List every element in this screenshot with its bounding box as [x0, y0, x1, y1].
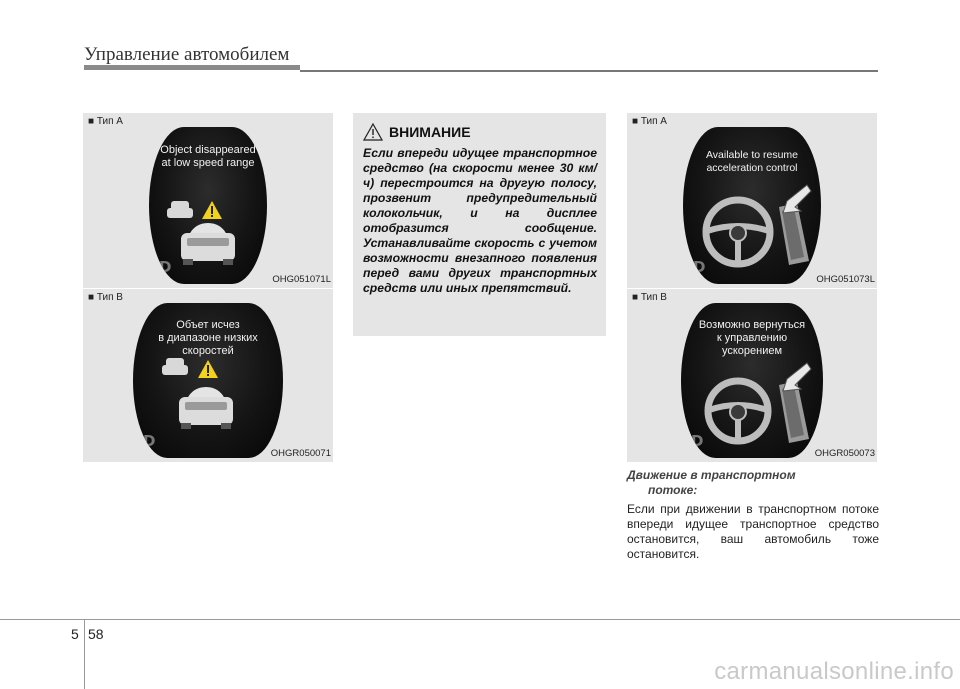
display-message: Available to resume acceleration control: [705, 149, 799, 174]
figure-label: ■ Тип B: [88, 292, 123, 303]
figure-type-a-object-disappeared: [83, 113, 333, 288]
figure-type-b-object-disappeared: [83, 289, 333, 462]
section-title: Движение в транспортном потоке:: [627, 468, 796, 497]
small-car-icon: [162, 358, 188, 375]
steering-wheel-icon: [706, 200, 770, 264]
figure-code: OHGR050073: [814, 448, 875, 459]
display-message: Object disappeared at low speed range: [160, 144, 256, 169]
figure-label: ■ Тип A: [88, 116, 123, 127]
figure-code: OHG051071L: [272, 274, 331, 285]
cluster-display: [683, 127, 821, 284]
warning-title: ВНИМАНИЕ: [389, 124, 471, 140]
warning-header: [363, 123, 597, 141]
small-car-icon: [167, 201, 193, 218]
cluster-display: [681, 303, 823, 458]
chapter-number: 5: [71, 626, 79, 642]
figure-type-a-resume-acceleration: [627, 113, 877, 288]
figure-type-b-resume-acceleration: [627, 289, 877, 462]
warning-box: [353, 113, 606, 336]
gear-indicator: D: [159, 258, 172, 276]
lead-car-icon: [181, 223, 235, 265]
steering-wheel-icon: [708, 381, 768, 441]
display-message: Возможно вернуться к управлению ускорением: [698, 319, 806, 357]
page-number: 58: [88, 626, 104, 642]
lead-car-icon: [179, 387, 233, 429]
footer-rule: [0, 619, 960, 620]
cluster-display: [149, 127, 267, 284]
header-rule: [84, 65, 300, 70]
warning-triangle-icon: [202, 201, 222, 219]
header-rule-thin: [300, 70, 878, 72]
figure-code: OHG051073L: [816, 274, 875, 285]
cluster-display: [133, 303, 283, 458]
warning-triangle-icon: [198, 360, 218, 378]
arrow-icon: [783, 185, 811, 213]
figure-label: ■ Тип A: [632, 116, 667, 127]
figure-code: OHGR050071: [270, 448, 331, 459]
footer-divider: [84, 619, 85, 689]
arrow-icon: [783, 363, 811, 391]
figure-label: ■ Тип B: [632, 292, 667, 303]
warning-icon: [363, 123, 383, 141]
display-message: Объет исчез в диапазоне низких скоростей: [158, 319, 258, 357]
car-scene-icon: [133, 303, 283, 458]
watermark: carmanualsonline.info: [714, 658, 954, 685]
gear-indicator: D: [143, 432, 156, 450]
gear-indicator: D: [691, 432, 704, 450]
gear-indicator: D: [693, 258, 706, 276]
page-header-title: Управление автомобилем: [84, 44, 290, 65]
section-body: Если при движении в транспортном потоке впереди идущее транспортное средство остановится, ваш автомобиль тоже остановится.: [627, 502, 879, 561]
warning-text: Если впереди идущее транспортное средство (на скорости менее 30 км/ч) перестроится на другую полосу, прозвенит предупредительный колокольчик, и на дисплее отобразится сообщение. Устанавливайте скорость с учетом возможности внезапного появления перед вами других транспортных средств или иных препятствий.: [363, 146, 597, 295]
